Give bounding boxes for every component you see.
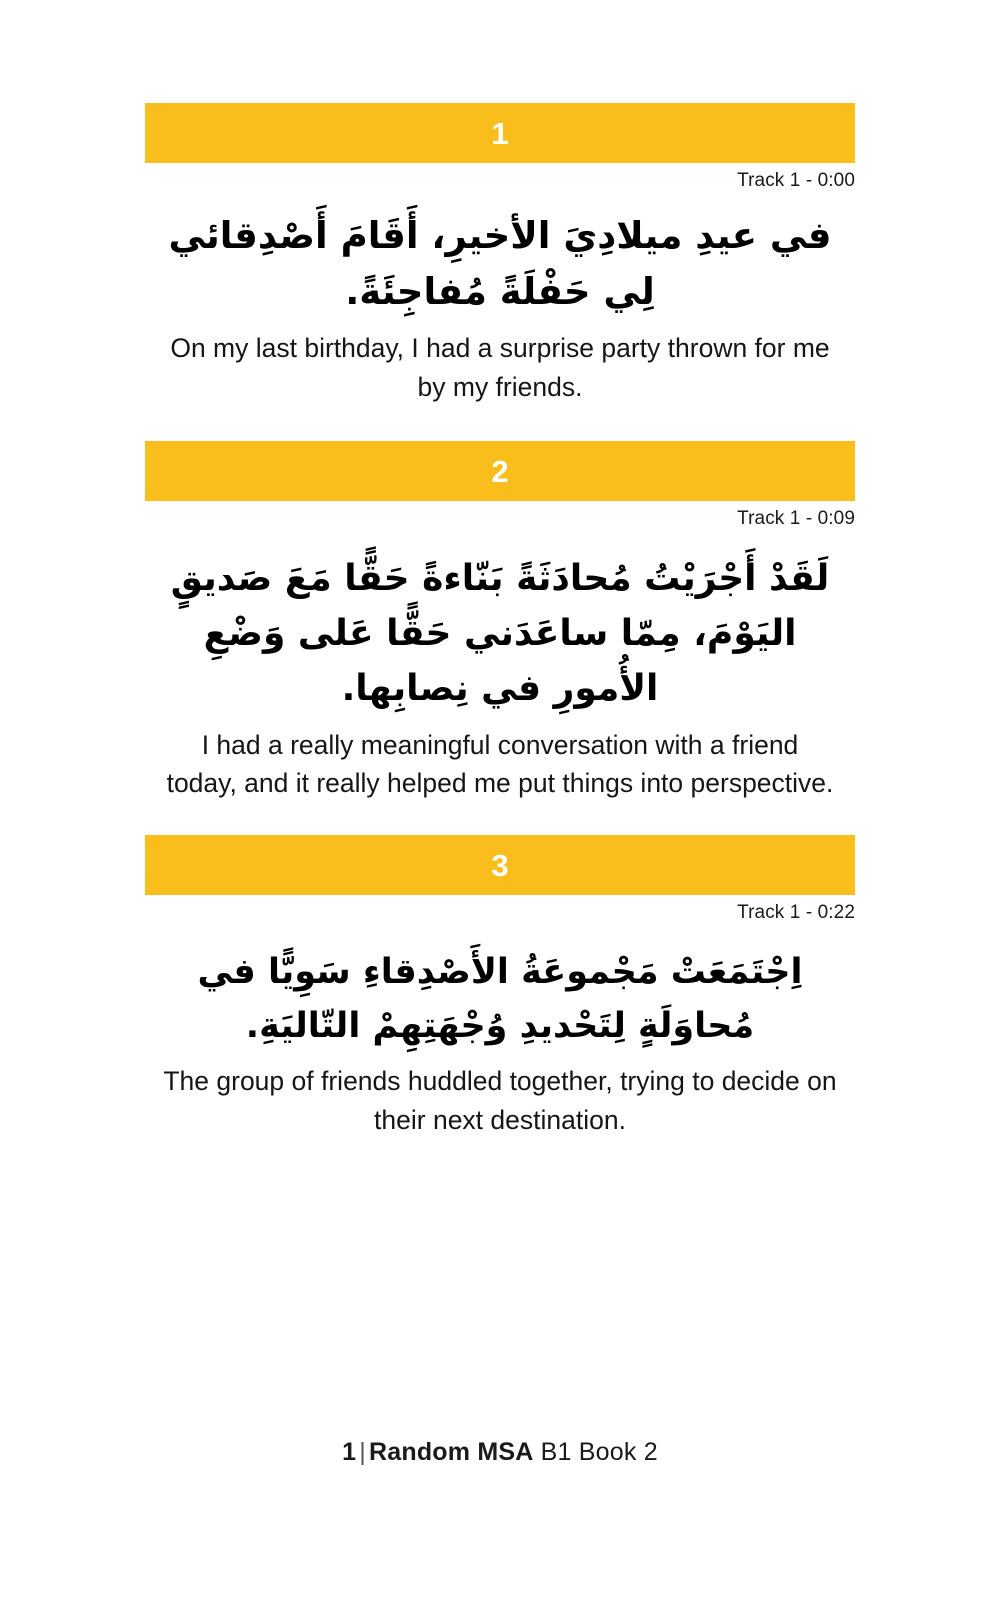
- arabic-sentence: في عيدِ ميلادِيَ الأخيرِ، أَقَامَ أَصْدِقائي لِي حَفْلَةً مُفاجِئَةً.: [168, 214, 832, 314]
- footer-book-title: Random MSA: [368, 1438, 534, 1466]
- entry-number-bar: [145, 103, 855, 163]
- track-timestamp: Track 1 - 0:09: [737, 508, 855, 530]
- arabic-sentence: اِجْتَمَعَتْ مَجْموعَةُ الأَصْدِقاءِ سَوِيًّا في مُحاوَلَةٍ لِتَحْديدِ وُجْهَتِهِمْ التّاليَةِ.: [197, 952, 803, 1046]
- footer-book-level: B1 Book 2: [540, 1438, 658, 1466]
- entry-number: 2: [491, 453, 509, 489]
- entry-number-bar: [145, 441, 855, 501]
- footer-separator: |: [359, 1438, 366, 1466]
- track-timestamp: Track 1 - 0:00: [737, 170, 855, 191]
- content-column: [145, 103, 855, 1140]
- arabic-sentence: لَقَدْ أَجْرَيْتُ مُحادَثَةً بَنّاءةً حَقًّا مَعَ صَديقٍ اليَوْمَ، مِمّا ساعَدَني حَقًّا عَلى وَضْعِ الأُمورِ في نِصابِها.: [170, 558, 830, 709]
- english-translation: On my last birthday, I had a surprise party thrown for me by my friends.: [170, 333, 830, 403]
- entry-number: 3: [491, 847, 509, 883]
- footer-page-number: 1: [342, 1438, 357, 1466]
- sentence-entry: [145, 835, 855, 1139]
- english-translation: I had a really meaningful conversation with a friend today, and it really helped me put things into perspective.: [166, 729, 834, 799]
- english-translation: The group of friends huddled together, trying to decide on their next destination.: [163, 1065, 837, 1135]
- entry-number: 1: [491, 115, 509, 151]
- entry-number-bar: [145, 835, 855, 895]
- track-timestamp: Track 1 - 0:22: [737, 902, 855, 924]
- sentence-entry: [145, 103, 855, 407]
- sentence-entry: [145, 441, 855, 803]
- page-footer: [0, 1438, 1000, 1467]
